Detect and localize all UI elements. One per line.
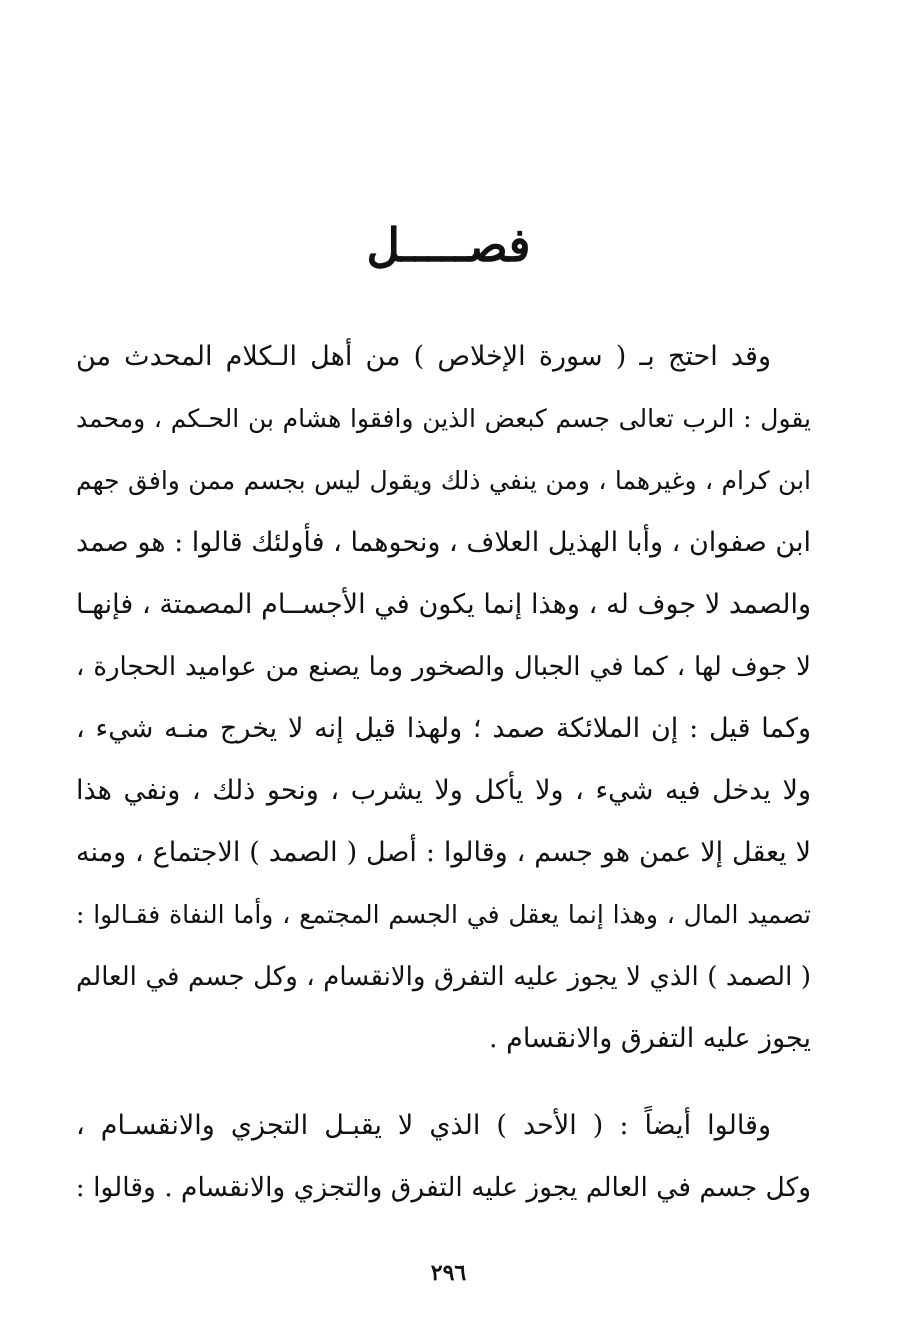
text-line: تصميد المال ، وهذا إنما يعقل في الجسم المجتمع ، وأما النفاة فقـالوا : [76, 900, 811, 929]
text-line: وكل جسم في العالم يجوز عليه التفرق والتجزي والانقسام . وقالوا : [75, 1172, 811, 1203]
paragraph-2 [76, 1095, 811, 1219]
page-number: ٢٩٦ [430, 1260, 467, 1286]
paragraph-1 [76, 326, 811, 1070]
text-line: ( الصمد ) الذي لا يجوز عليه التفرق والانقسام ، وكل جسم في العالم [76, 962, 811, 992]
text-line: وكما قيل : إن الملائكة صمد ؛ ولهذا قيل إنه لا يخرج منـه شيء ، [76, 713, 811, 744]
text-line: وقالوا أيضاً : ( الأحد ) الذي لا يقبـل التجزي والانقسـام ، [76, 1110, 771, 1141]
text-line: يقول : الرب تعالى جسم كبعض الذين وافقوا هشام بن الحـكم ، ومحمد [76, 404, 811, 433]
text-line: لا يعقل إلا عمن هو جسم ، وقالوا : أصل ( الصمد ) الاجتماع ، ومنه [76, 837, 811, 868]
text-line: ابن كرام ، وغيرهما ، ومن ينفي ذلك ويقول ليس بجسم ممن وافق جهم [76, 466, 811, 495]
text-line: والصمد لا جوف له ، وهذا إنما يكون في الأجســام المصمتة ، فإنهـا [76, 589, 811, 620]
text-line: لا جوف لها ، كما في الجبال والصخور وما يصنع من عواميد الحجارة ، [76, 652, 811, 682]
section-heading: فصـــــل [366, 218, 531, 272]
text-line: ابن صفوان ، وأبا الهذيل العلاف ، ونحوهما ، فأولئك قالوا : هو صمد [76, 527, 811, 558]
text-line: ولا يدخل فيه شيء ، ولا يأكل ولا يشرب ، ونحو ذلك ، ونفي هذا [76, 775, 811, 806]
text-line: وقد احتج بـ ( سورة الإخلاص ) من أهل الـكلام المحدث من [76, 341, 771, 372]
text-line: يجوز عليه التفرق والانقسام . [488, 1023, 811, 1054]
